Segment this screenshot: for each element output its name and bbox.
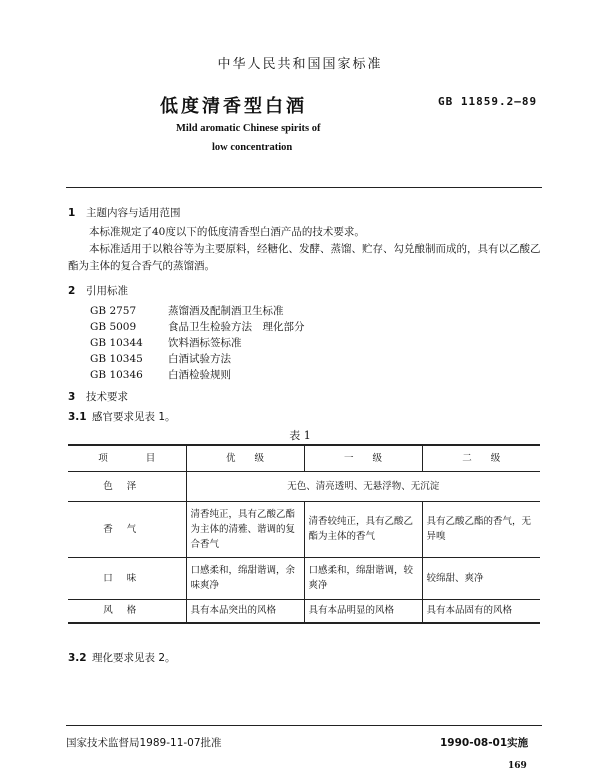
table-item-cell: 口味 xyxy=(68,557,186,599)
section-number: 1 xyxy=(68,207,76,219)
table-row xyxy=(68,557,540,599)
reference-code: GB 10345 xyxy=(90,353,143,365)
section-1-paragraph-2: 本标准适用于以粮谷等为主要原料，经糖化、发酵、蒸馏、贮存、勾兑酿制而成的，具有以乙酸乙酯为主体的复合香气的蒸馏酒。 xyxy=(68,243,541,272)
document-title-cn: 低度清香型白酒 xyxy=(160,96,307,117)
table-header-cell: 项 目 xyxy=(68,445,186,471)
standard-code: GB 11859.2—89 xyxy=(438,95,538,108)
reference-code: GB 10344 xyxy=(90,337,143,349)
table-row xyxy=(68,599,540,623)
reference-name: 饮料酒标签标准 xyxy=(168,337,242,349)
reference-name: 蒸馏酒及配制酒卫生标准 xyxy=(168,305,284,317)
section-title: 技术要求 xyxy=(86,391,128,403)
reference-code: GB 10346 xyxy=(90,369,143,381)
table-row xyxy=(68,471,540,501)
reference-code: GB 2757 xyxy=(90,305,137,317)
section-title: 主题内容与适用范围 xyxy=(86,207,181,219)
page-number: 169 xyxy=(508,761,527,771)
document-title-en-line2: low concentration xyxy=(212,142,293,153)
section-2-heading xyxy=(68,283,128,298)
section-3-heading xyxy=(68,389,128,404)
reference-code: GB 5009 xyxy=(90,321,137,333)
section-1-heading xyxy=(68,205,181,220)
clause-text: 感官要求见表 1。 xyxy=(92,411,176,423)
header-divider xyxy=(66,187,542,188)
clause-3-2 xyxy=(68,650,176,665)
table-item-cell: 色泽 xyxy=(68,471,186,501)
section-number: 2 xyxy=(68,285,76,297)
clause-3-1 xyxy=(68,409,176,424)
reference-name: 白酒试验方法 xyxy=(168,353,231,365)
table-cell: 具有本品突出的风格 xyxy=(186,599,304,623)
effective-date: 1990-08-01实施 xyxy=(440,737,529,749)
table-cell: 清香纯正，具有乙酸乙酯为主体的清雅、谐调的复合香气 xyxy=(186,501,304,557)
table-row xyxy=(68,501,540,557)
footer-divider xyxy=(66,725,542,726)
national-standard-heading: 中华人民共和国国家标准 xyxy=(217,57,383,72)
table-item-cell: 风格 xyxy=(68,599,186,623)
table-1-caption: 表 1 xyxy=(289,429,311,442)
table-header-cell: 二 级 xyxy=(422,445,540,471)
table-header-row xyxy=(68,445,540,471)
reference-name: 白酒检验规则 xyxy=(168,369,231,381)
reference-item xyxy=(90,367,231,382)
sensory-requirements-table xyxy=(68,444,540,624)
approval-date: 国家技术监督局1989-11-07批准 xyxy=(66,737,222,749)
table-header-cell: 优 级 xyxy=(186,445,304,471)
section-1-paragraph-1: 本标准规定了40度以下的低度清香型白酒产品的技术要求。 xyxy=(89,226,365,238)
table-item-cell: 香气 xyxy=(68,501,186,557)
table-cell: 口感柔和，绵甜谐调，较爽净 xyxy=(304,557,422,599)
table-header-cell: 一 级 xyxy=(304,445,422,471)
clause-number: 3.2 xyxy=(68,652,87,664)
document-title-en-line1: Mild aromatic Chinese spirits of xyxy=(176,123,321,134)
table-cell: 具有乙酸乙酯的香气，无异嗅 xyxy=(422,501,540,557)
reference-item xyxy=(90,319,305,334)
section-number: 3 xyxy=(68,391,76,403)
table-cell: 具有本品明显的风格 xyxy=(304,599,422,623)
table-cell: 较绵甜、爽净 xyxy=(422,557,540,599)
section-title: 引用标准 xyxy=(86,285,128,297)
table-cell: 清香较纯正，具有乙酸乙酯为主体的香气 xyxy=(304,501,422,557)
clause-number: 3.1 xyxy=(68,411,87,423)
reference-name: 食品卫生检验方法 理化部分 xyxy=(168,321,305,333)
clause-text: 理化要求见表 2。 xyxy=(92,652,176,664)
reference-item xyxy=(90,303,284,318)
table-cell: 口感柔和，绵甜谐调，余味爽净 xyxy=(186,557,304,599)
table-span-cell: 无色、清亮透明、无悬浮物、无沉淀 xyxy=(186,471,540,501)
reference-item xyxy=(90,351,231,366)
table-cell: 具有本品固有的风格 xyxy=(422,599,540,623)
reference-item xyxy=(90,335,242,350)
